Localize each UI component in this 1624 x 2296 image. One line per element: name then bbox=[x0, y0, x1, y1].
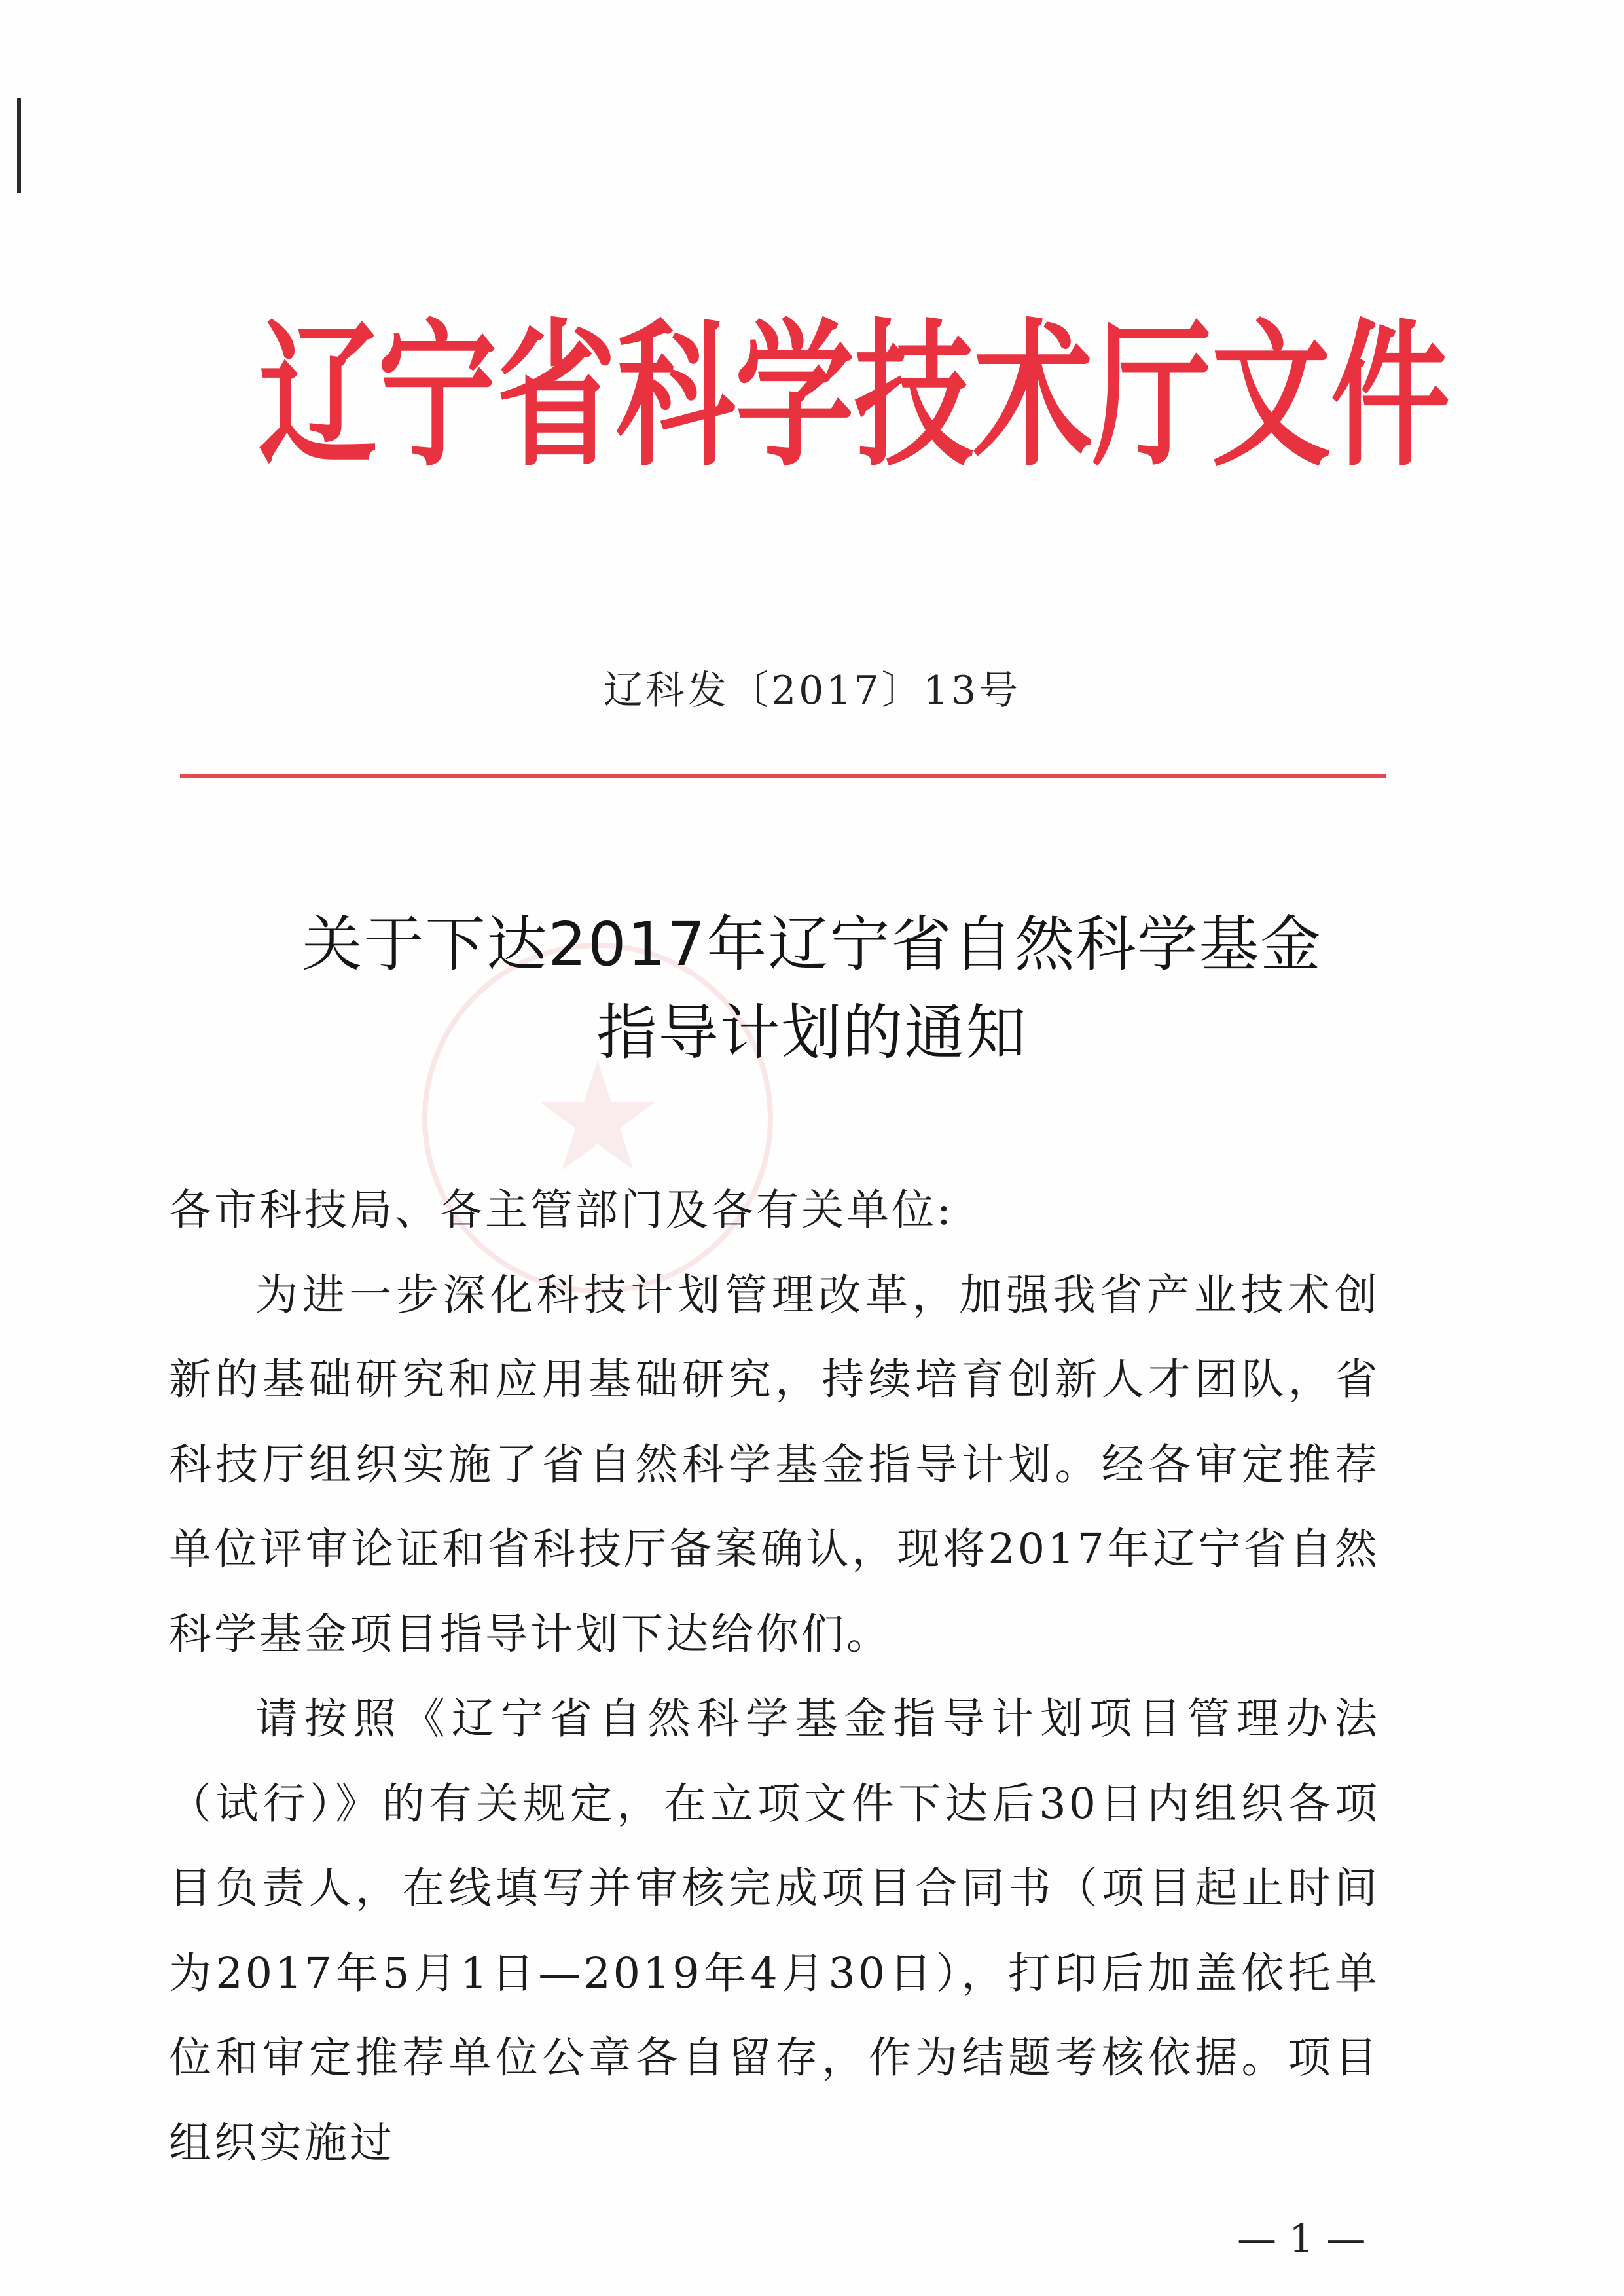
document-body bbox=[169, 1168, 1380, 2185]
salutation: 各市科技局、各主管部门及各有关单位: bbox=[169, 1186, 954, 1235]
red-separator-line bbox=[180, 774, 1386, 778]
paragraph-2: 请按照《辽宁省自然科学基金指导计划项目管理办法（试行）》的有关规定，在立项文件下达后30日内组织各项目负责人，在线填写并审核完成项目合同书（项目起止时间为2017年5月1日—2019年4月30日），打印后加盖依托单位和审定推荐单位公章各自留存，作为结题考核依据。项目组织实施过 bbox=[169, 1694, 1380, 2168]
page-number: — 1 — bbox=[1237, 2216, 1366, 2262]
paragraph-1: 为进一步深化科技计划管理改革，加强我省产业技术创新的基础研究和应用基础研究，持续培育创新人才团队，省科技厅组织实施了省自然科学基金指导计划。经各审定推荐单位评审论证和省科技厅备案确认，现将2017年辽宁省自然科学基金项目指导计划下达给你们。 bbox=[169, 1270, 1380, 1659]
document-title-line-2: 指导计划的通知 bbox=[596, 998, 1028, 1068]
seal-star-icon: ★ bbox=[530, 1030, 666, 1205]
document-number: 辽科发〔2017〕13号 bbox=[603, 668, 1021, 714]
document-title-line-1: 关于下达2017年辽宁省自然科学基金 bbox=[302, 909, 1322, 979]
scan-edge-mark bbox=[17, 98, 21, 193]
issuer-header-title: 辽宁省科学技术厅文件 bbox=[259, 304, 1450, 488]
